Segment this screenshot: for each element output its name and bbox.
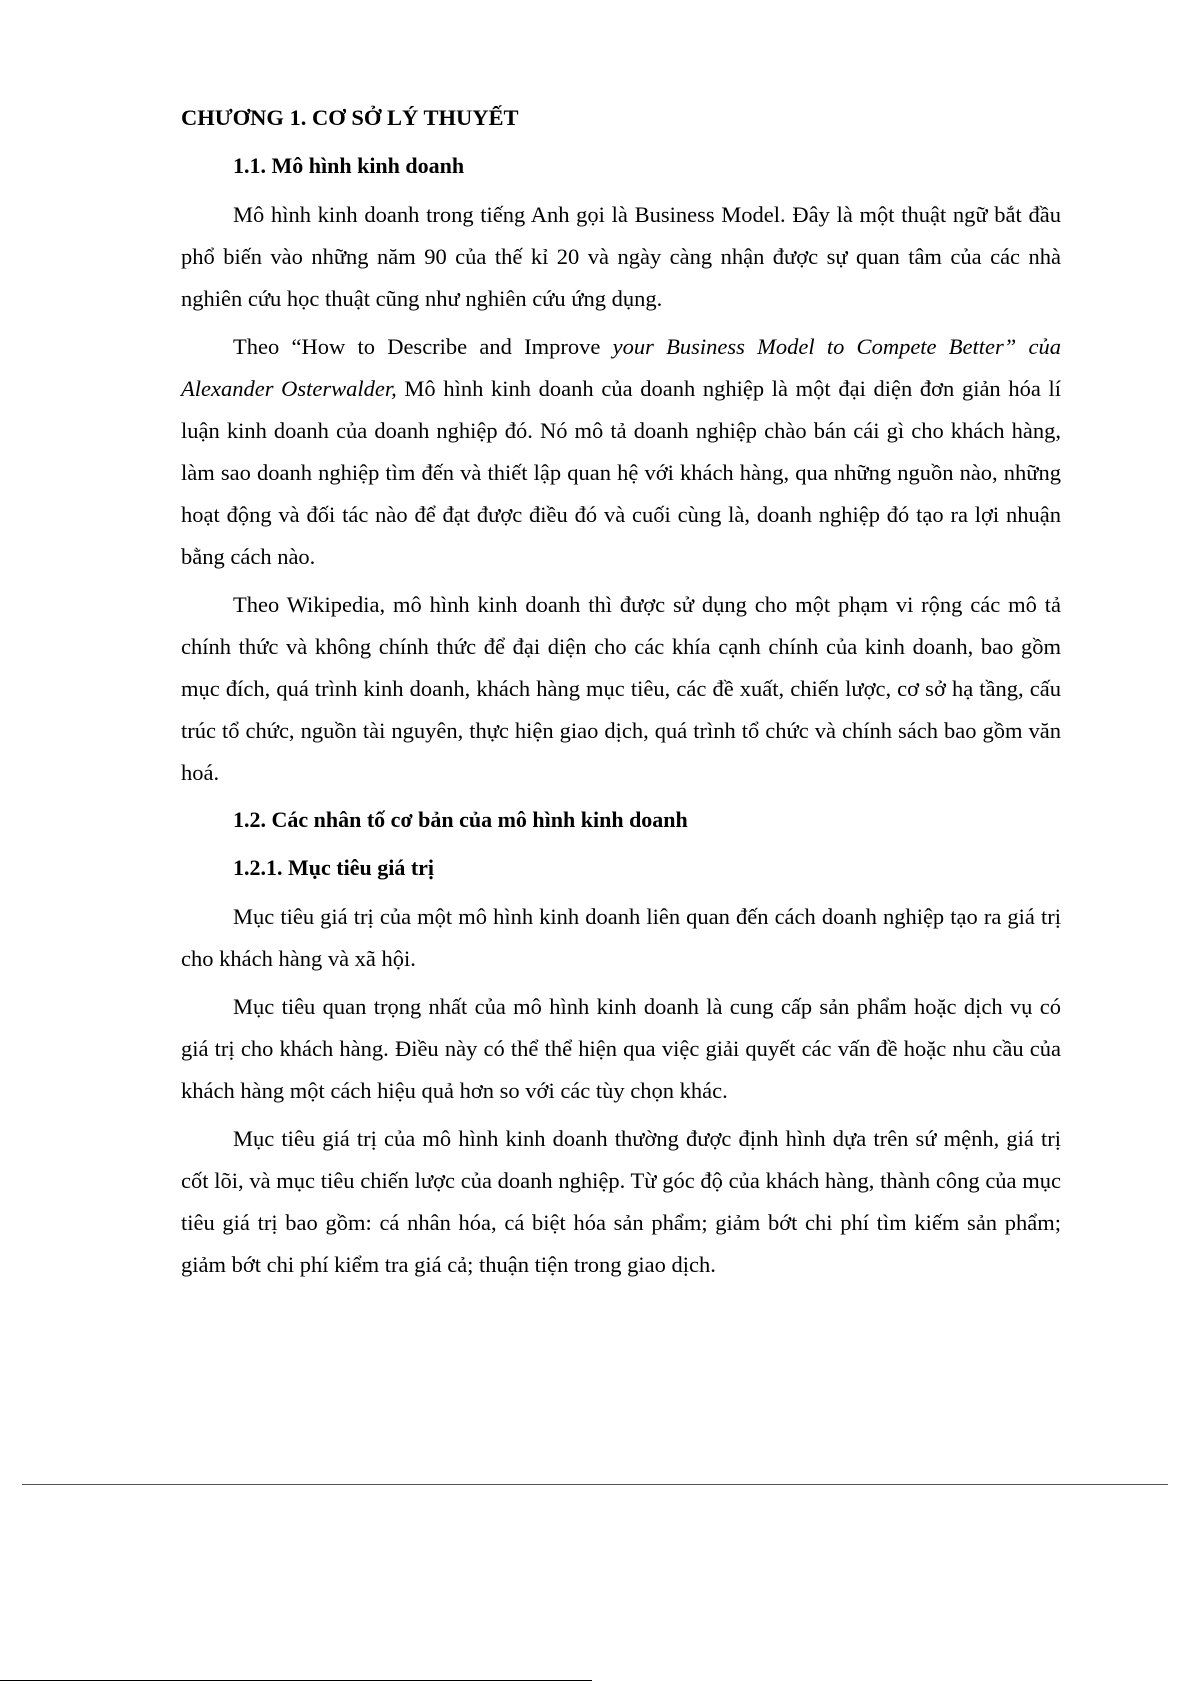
- paragraph-wikipedia-definition: Theo Wikipedia, mô hình kinh doanh thì được sử dụng cho một phạm vi rộng các mô tả chính thức và không chính thức để đại diện cho các khía cạnh chính của kinh doanh, bao gồm mục đích, quá trình kinh doanh, khách hàng mục tiêu, các đề xuất, chiến lược, cơ sở hạ tầng, cấu trúc tổ chức, nguồn tài nguyên, thực hiện giao dịch, quá trình tổ chức và chính sách bao gồm văn hoá.: [181, 592, 1061, 785]
- paragraph-osterwalder-start: Theo “How to Describe and Improve: [233, 334, 613, 359]
- paragraph-osterwalder-citation: your Business Model to Compete Better” của Alexander Osterwalder,: [181, 334, 1062, 401]
- section-heading-1-1: 1.1. Mô hình kinh doanh: [233, 153, 465, 178]
- chapter-title: CHƯƠNG 1. CƠ SỞ LÝ THUYẾT: [181, 105, 519, 130]
- paragraph-osterwalder-definition: [181, 326, 1061, 578]
- section-heading-1-2-1: 1.2.1. Mục tiêu giá trị: [233, 855, 435, 880]
- paragraph-value-goal-1: Mục tiêu giá trị của một mô hình kinh doanh liên quan đến cách doanh nghiệp tạo ra giá trị cho khách hàng và xã hội.: [181, 904, 1061, 971]
- section-heading-1-2: 1.2. Các nhân tố cơ bản của mô hình kinh doanh: [233, 807, 688, 832]
- paragraph-value-goal-3: Mục tiêu giá trị của mô hình kinh doanh thường được định hình dựa trên sứ mệnh, giá trị cốt lõi, và mục tiêu chiến lược của doanh nghiệp. Từ góc độ của khách hàng, thành công của mục tiêu giá trị bao gồm: cá nhân hóa, cá biệt hóa sản phẩm; giảm bớt chi phí tìm kiếm sản phẩm; giảm bớt chi phí kiểm tra giá cả; thuận tiện trong giao dịch.: [181, 1126, 1061, 1277]
- paragraph-business-model-definition: Mô hình kinh doanh trong tiếng Anh gọi là Business Model. Đây là một thuật ngữ bắt đầu phổ biến vào những năm 90 của thế kỉ 20 và ngày càng nhận được sự quan tâm của các nhà nghiên cứu học thuật cũng như nghiên cứu ứng dụng.: [181, 202, 1061, 311]
- footnote-separator-line: [0, 1680, 592, 1681]
- paragraph-value-goal-2: Mục tiêu quan trọng nhất của mô hình kinh doanh là cung cấp sản phẩm hoặc dịch vụ có giá trị cho khách hàng. Điều này có thể thể hiện qua việc giải quyết các vấn đề hoặc nhu cầu của khách hàng một cách hiệu quả hơn so với các tùy chọn khác.: [181, 994, 1061, 1103]
- paragraph-osterwalder-end: Mô hình kinh doanh của doanh nghiệp là một đại diện đơn giản hóa lí luận kinh doanh của doanh nghiệp đó. Nó mô tả doanh nghiệp chào bán cái gì cho khách hàng, làm sao doanh nghiệp tìm đến và thiết lập quan hệ với khách hàng, qua những nguồn nào, những hoạt động và đối tác nào để đạt được điều đó và cuối cùng là, doanh nghiệp đó tạo ra lợi nhuận bằng cách nào.: [181, 376, 1061, 569]
- page-content: [181, 98, 1061, 1292]
- page-divider-line: [22, 1484, 1168, 1485]
